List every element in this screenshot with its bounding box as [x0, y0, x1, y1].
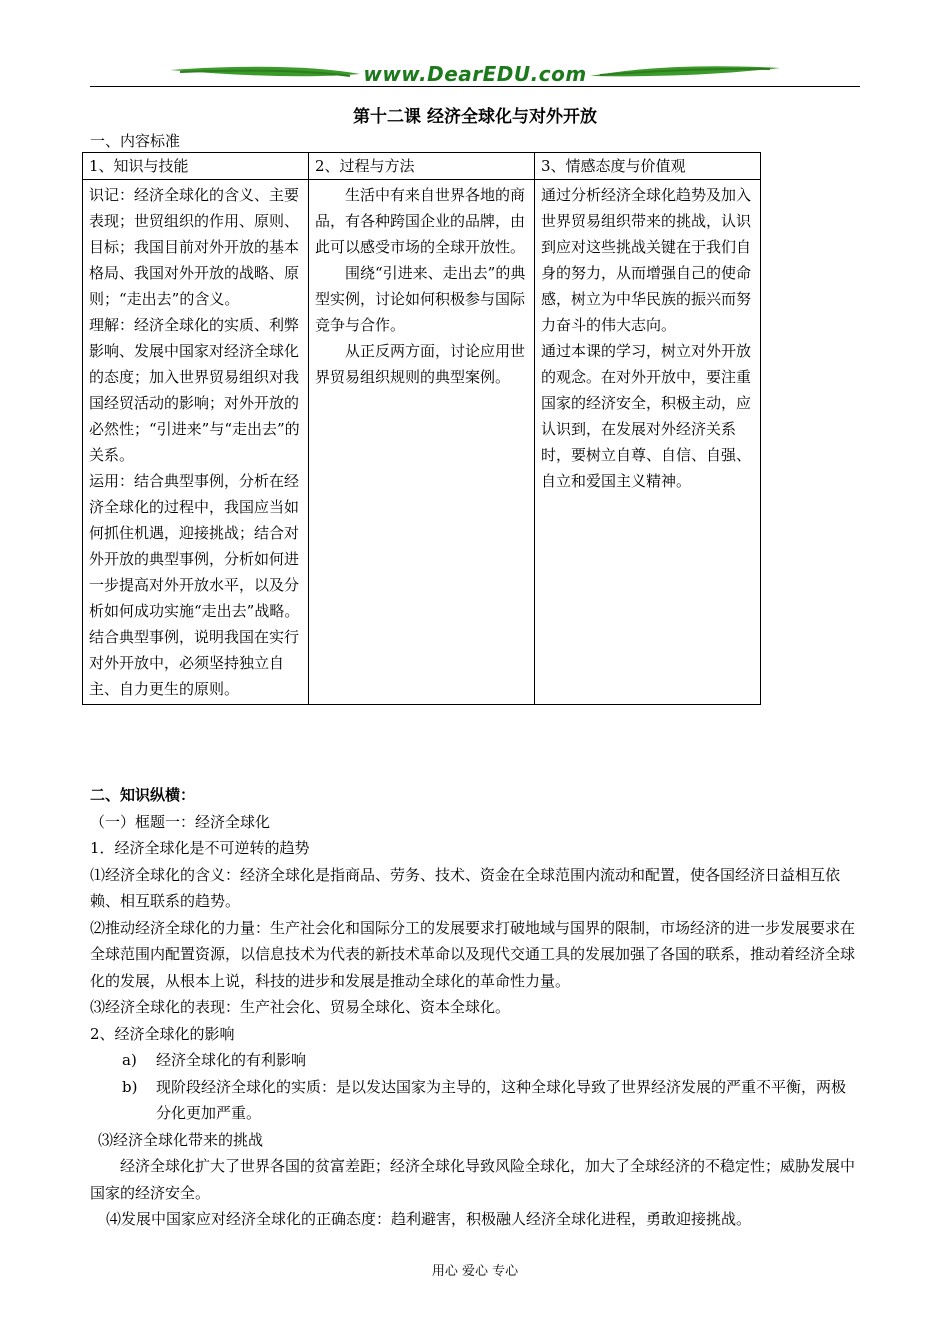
page-footer: 用心 爱心 专心 — [431, 1264, 519, 1279]
point-2-b: b) 现阶段经济全球化的实质：是以发达国家为主导的，这种全球化导致了世界经济发展的严重不平衡，两极分化更加严重。 — [122, 1077, 847, 1122]
values-para-1: 通过分析经济全球化趋势及加入世界贸易组织带来的挑战，认识到应对这些挑战关键在于我们自身的努力，从而增强自己的使命感，树立为中华民族的振兴而努力奋斗的伟大志向。 — [541, 186, 752, 334]
point-1-2: ⑵推动经济全球化的力量：生产社会化和国际分工的发展要求打破地域与国界的限制，市场经济的进一步发展要求在全球范围内配置资源，以信息技术为代表的新技术革命以及现代交通工具的发展加强了各国的联系，推动着经济全球化的发展，从根本上说，科技的进步和发展是推动全球化的革命性力量。 — [90, 918, 856, 990]
table-cell-methods — [309, 180, 535, 705]
table-cell-skills — [83, 180, 309, 705]
page-header — [90, 60, 860, 90]
methods-para-2: 围绕“引进来、走出去”的典型实例，讨论如何积极参与国际竞争与合作。 — [315, 264, 526, 334]
table-header-1: 1、知识与技能 — [83, 153, 309, 180]
skills-memorize: 识记：经济全球化的含义、主要表现；世贸组织的作用、原则、目标；我国目前对外开放的基本格局、我国对外开放的战略、原则；“走出去”的含义。 — [89, 186, 300, 308]
point-4: ⑷发展中国家应对经济全球化的正确态度：趋利避害，积极融人经济全球化进程，勇敢迎接挑战。 — [106, 1210, 752, 1228]
section-heading-2: 二、知识纵横： — [90, 786, 196, 804]
values-para-2: 通过本课的学习，树立对外开放的观念。在对外开放中，要注重国家的经济安全，积极主动，应认识到，在发展对外经济关系时，要树立自尊、自信、自强、自立和爱国主义精神。 — [541, 342, 752, 490]
site-logo-text: www.DearEDU.com — [363, 62, 587, 86]
point-3-text: 经济全球化扩大了世界各国的贫富差距；经济全球化导致风险全球化，加大了全球经济的不稳定性；威胁发展中国家的经济安全。 — [90, 1157, 856, 1202]
methods-para-3: 从正反两方面，讨论应用世界贸易组织规则的典型案例。 — [315, 342, 526, 386]
page-title: 第十二课 经济全球化与对外开放 — [353, 107, 597, 127]
point-2-a: a) 经济全球化的有利影响 — [122, 1051, 307, 1069]
content-standard-table — [82, 152, 761, 705]
point-3: ⑶经济全球化带来的挑战 — [98, 1130, 264, 1149]
table-cell-values — [535, 180, 761, 705]
knowledge-section — [90, 782, 860, 1233]
header-rule — [90, 86, 860, 87]
table-header-2: 2、过程与方法 — [309, 153, 535, 180]
table-header-3: 3、情感态度与价值观 — [535, 153, 761, 180]
point-1: 1．经济全球化是不可逆转的趋势 — [90, 839, 310, 857]
skills-apply: 运用：结合典型事例，分析在经济全球化的过程中，我国应当如何抓住机遇，迎接挑战；结合对外开放的典型事例，分析如何进一步提高对外开放水平，以及分析如何成功实施“走出去”战略。 — [89, 472, 300, 620]
skills-understand: 理解：经济全球化的实质、利弊影响、发展中国家对经济全球化的态度；加入世界贸易组织对我国经贸活动的影响；对外开放的必然性；“引进来”与“走出去”的关系。 — [89, 316, 300, 464]
subsection-heading: （一）框题一：经济全球化 — [90, 812, 271, 831]
section-heading-1: 一、内容标准 — [90, 132, 181, 150]
point-2: 2、经济全球化的影响 — [90, 1024, 235, 1043]
skills-example: 结合典型事例，说明我国在实行对外开放中，必须坚持独立自主、自力更生的原则。 — [89, 628, 300, 698]
point-1-1: ⑴经济全球化的含义：经济全球化是指商品、劳务、技术、资金在全球范围内流动和配置，使各国经济日益相互依赖、相互联系的趋势。 — [90, 865, 841, 910]
point-1-3: ⑶经济全球化的表现：生产社会化、贸易全球化、资本全球化。 — [90, 998, 511, 1016]
methods-para-1: 生活中有来自世界各地的商品，有各种跨国企业的品牌，由此可以感受市场的全球开放性。 — [315, 186, 526, 256]
